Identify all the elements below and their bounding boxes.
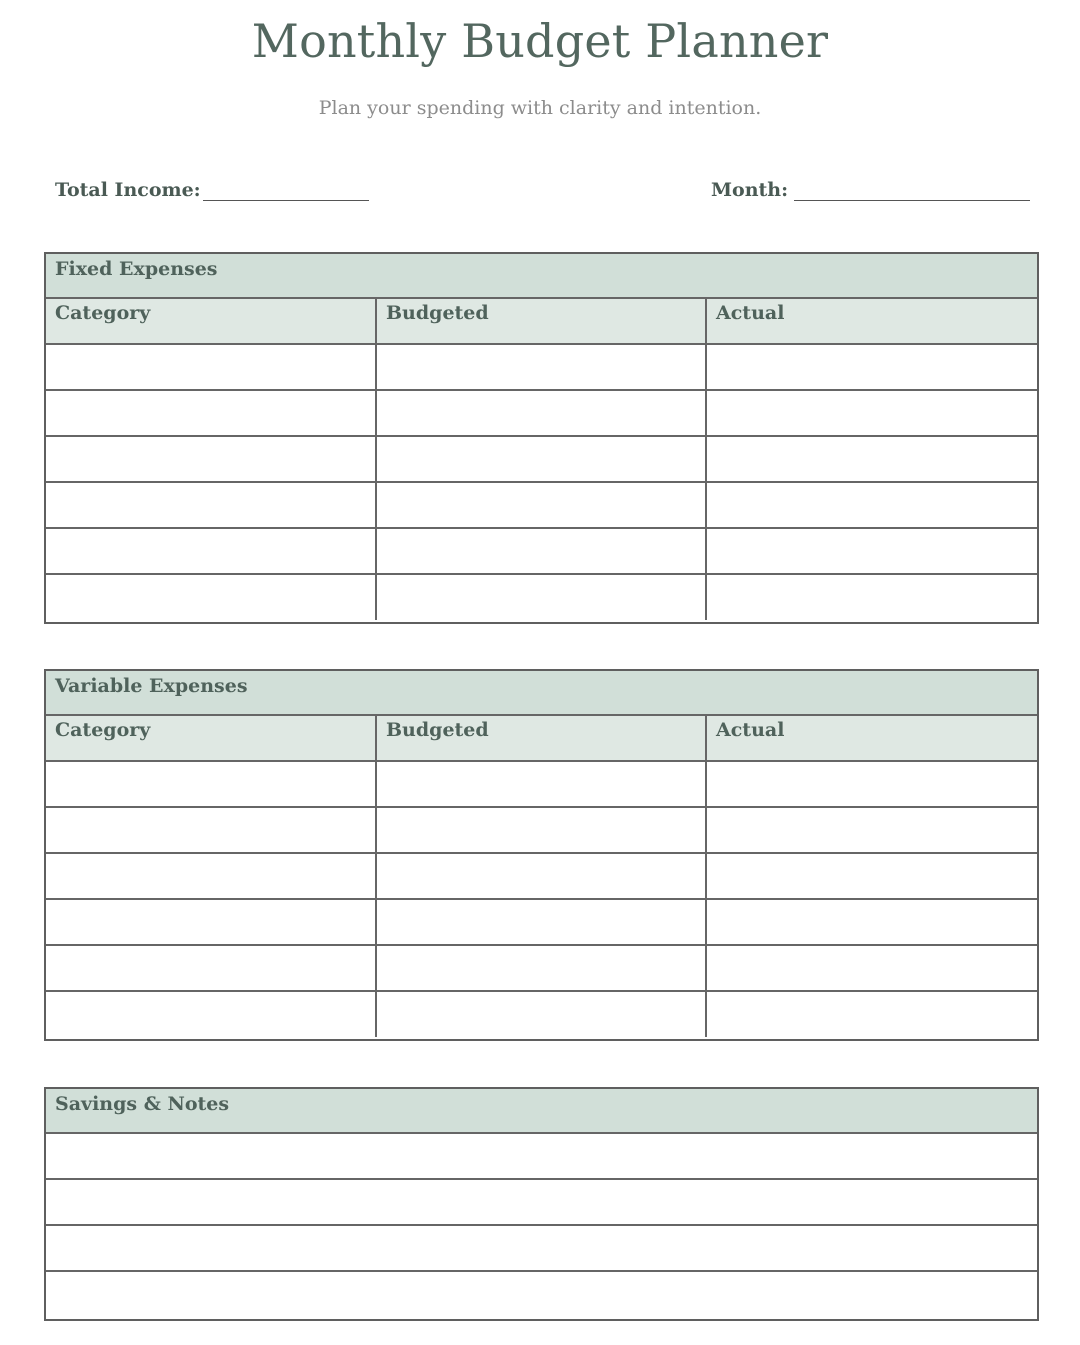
category-cell[interactable]	[46, 574, 376, 620]
total-income-blank-line[interactable]	[203, 178, 369, 201]
fixed-expenses-title: Fixed Expenses	[46, 254, 1037, 298]
variable-expense-row	[46, 807, 1037, 853]
budgeted-cell[interactable]	[376, 899, 706, 945]
category-cell[interactable]	[46, 853, 376, 899]
total-income-label: Total Income:	[55, 179, 201, 201]
savings-note-row	[46, 1225, 1037, 1271]
notes-cell[interactable]	[46, 1271, 1037, 1317]
fixed-expense-row	[46, 528, 1037, 574]
budgeted-cell[interactable]	[376, 344, 706, 390]
budgeted-cell[interactable]	[376, 807, 706, 853]
column-header-budgeted: Budgeted	[376, 298, 706, 344]
page-title: Monthly Budget Planner	[251, 14, 829, 68]
month-label: Month:	[711, 179, 789, 201]
variable-expense-row	[46, 899, 1037, 945]
budgeted-cell[interactable]	[376, 436, 706, 482]
savings-notes-table	[44, 1087, 1039, 1321]
fixed-expense-row	[46, 436, 1037, 482]
actual-cell[interactable]	[706, 528, 1037, 574]
category-cell[interactable]	[46, 945, 376, 991]
category-cell[interactable]	[46, 436, 376, 482]
fixed-expense-row	[46, 574, 1037, 620]
category-cell[interactable]	[46, 528, 376, 574]
savings-note-row	[46, 1271, 1037, 1317]
actual-cell[interactable]	[706, 436, 1037, 482]
total-income-field[interactable]	[55, 178, 369, 201]
actual-cell[interactable]	[706, 899, 1037, 945]
actual-cell[interactable]	[706, 807, 1037, 853]
column-header-actual: Actual	[706, 298, 1037, 344]
budgeted-cell[interactable]	[376, 390, 706, 436]
budgeted-cell[interactable]	[376, 853, 706, 899]
notes-cell[interactable]	[46, 1179, 1037, 1225]
actual-cell[interactable]	[706, 761, 1037, 807]
budgeted-cell[interactable]	[376, 761, 706, 807]
variable-expenses-title: Variable Expenses	[46, 671, 1037, 715]
category-cell[interactable]	[46, 482, 376, 528]
page-subtitle: Plan your spending with clarity and intention.	[318, 97, 762, 119]
fixed-expenses-table	[44, 252, 1039, 624]
savings-note-row	[46, 1179, 1037, 1225]
column-header-category: Category	[46, 298, 376, 344]
category-cell[interactable]	[46, 390, 376, 436]
actual-cell[interactable]	[706, 574, 1037, 620]
actual-cell[interactable]	[706, 344, 1037, 390]
notes-cell[interactable]	[46, 1225, 1037, 1271]
actual-cell[interactable]	[706, 482, 1037, 528]
budgeted-cell[interactable]	[376, 991, 706, 1037]
actual-cell[interactable]	[706, 390, 1037, 436]
month-blank-line[interactable]	[794, 178, 1030, 201]
variable-expenses-table	[44, 669, 1039, 1041]
fixed-expense-row	[46, 390, 1037, 436]
category-cell[interactable]	[46, 899, 376, 945]
month-field[interactable]	[711, 178, 1030, 201]
variable-expense-row	[46, 991, 1037, 1037]
column-header-budgeted: Budgeted	[376, 715, 706, 761]
actual-cell[interactable]	[706, 945, 1037, 991]
column-header-category: Category	[46, 715, 376, 761]
column-header-actual: Actual	[706, 715, 1037, 761]
variable-expense-row	[46, 945, 1037, 991]
category-cell[interactable]	[46, 761, 376, 807]
fixed-expense-row	[46, 344, 1037, 390]
category-cell[interactable]	[46, 344, 376, 390]
category-cell[interactable]	[46, 991, 376, 1037]
budgeted-cell[interactable]	[376, 574, 706, 620]
budgeted-cell[interactable]	[376, 528, 706, 574]
actual-cell[interactable]	[706, 853, 1037, 899]
budgeted-cell[interactable]	[376, 945, 706, 991]
notes-cell[interactable]	[46, 1133, 1037, 1179]
variable-expense-row	[46, 853, 1037, 899]
category-cell[interactable]	[46, 807, 376, 853]
budgeted-cell[interactable]	[376, 482, 706, 528]
savings-notes-title: Savings & Notes	[46, 1089, 1037, 1133]
savings-note-row	[46, 1133, 1037, 1179]
variable-expense-row	[46, 761, 1037, 807]
fixed-expense-row	[46, 482, 1037, 528]
actual-cell[interactable]	[706, 991, 1037, 1037]
